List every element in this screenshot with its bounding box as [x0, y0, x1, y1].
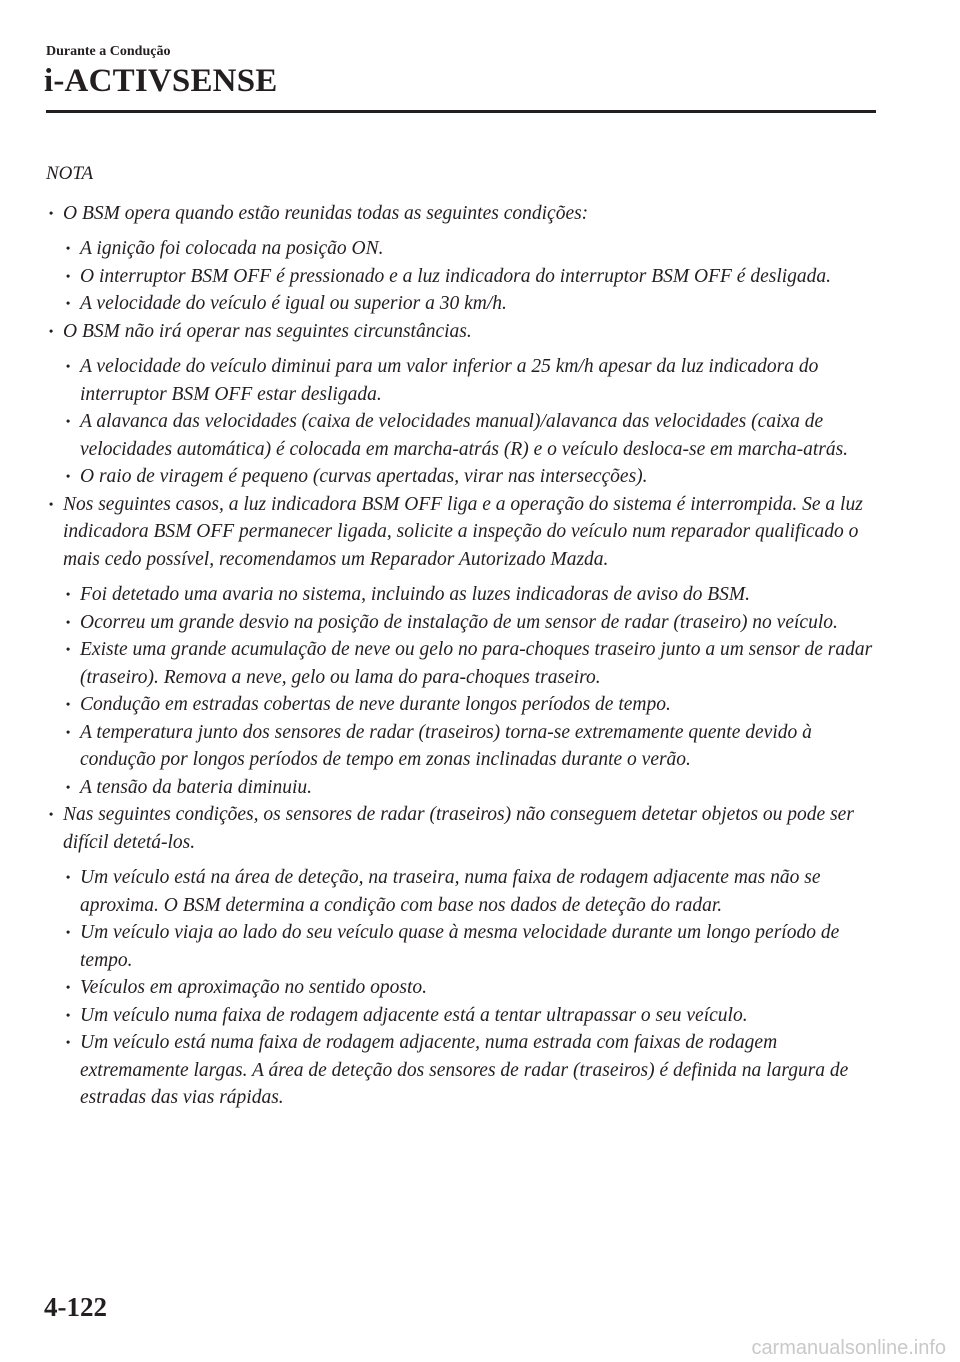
sub-list-item-text: Um veículo está na área de deteção, na traseira, numa faixa de rodagem adjacente mas não se aproxima. O BSM determina a condição com base nos dados de deteção do radar. — [80, 867, 821, 916]
bullet-icon: • — [66, 642, 71, 656]
sub-list-item — [46, 290, 876, 318]
page-number: 4-122 — [44, 1292, 107, 1322]
sub-list-item — [46, 864, 876, 919]
sub-list-item-text: Ocorreu um grande desvio na posição de instalação de um sensor de radar (traseiro) no veículo. — [80, 611, 838, 633]
list-item — [46, 491, 876, 574]
sub-list-item — [46, 919, 876, 974]
list-item-text: O BSM opera quando estão reunidas todas as seguintes condições: — [63, 202, 589, 224]
sub-list-item-text: Um veículo numa faixa de rodagem adjacente está a tentar ultrapassar o seu veículo. — [80, 1004, 748, 1026]
sub-list-item — [46, 636, 876, 691]
bullet-icon: • — [66, 980, 71, 994]
list-item-text: Nos seguintes casos, a luz indicadora BSM OFF liga e a operação do sistema é interrompida. Se a luz indicadora BSM OFF permanecer ligada, solicite a inspeção do veículo num reparador qualificado o mais cedo possível, recomendamos um Reparador Autorizado Mazda. — [63, 493, 863, 570]
sub-list — [46, 864, 876, 1112]
bullet-icon: • — [49, 496, 54, 511]
bullet-icon: • — [66, 414, 71, 428]
bullet-icon: • — [66, 469, 71, 483]
bullet-icon: • — [66, 268, 71, 283]
sub-list-item-text: Um veículo viaja ao lado do seu veículo quase à mesma velocidade durante um longo período de tempo. — [80, 922, 840, 971]
sub-list-item-text: Existe uma grande acumulação de neve ou gelo no para-choques traseiro junto a um sensor de radar (traseiro). Remova a neve, gelo ou lama do para-choques traseiro. — [80, 639, 873, 688]
bullet-icon: • — [66, 587, 71, 601]
sub-list-item-text: Um veículo está numa faixa de rodagem adjacente, numa estrada com faixas de rodagem extremamente largas. A área de deteção dos sensores de radar (traseiros) é definida na largura de estradas das vias rápidas. — [80, 1032, 849, 1108]
sub-list-item-text: A ignição foi colocada na posição ON. — [80, 238, 384, 259]
list-item-text: O BSM não irá operar nas seguintes circunstâncias. — [63, 320, 472, 342]
sub-list-item-text: Condução em estradas cobertas de neve durante longos períodos de tempo. — [80, 694, 671, 715]
bullet-icon: • — [66, 724, 71, 739]
bullet-icon: • — [66, 697, 71, 711]
list-item — [46, 801, 876, 856]
sub-list-item — [46, 774, 876, 802]
bullet-icon: • — [66, 614, 71, 629]
sub-list-item — [46, 974, 876, 1002]
list-item-text: Nas seguintes condições, os sensores de radar (traseiros) não conseguem detetar objetos ou pode ser difícil detetá-los. — [63, 804, 854, 853]
sub-list-item-text: Veículos em aproximação no sentido oposto. — [80, 977, 427, 998]
list-item — [46, 318, 876, 346]
sub-list-item-text: A alavanca das velocidades (caixa de velocidades manual)/alavanca das velocidades (caixa de velocidades automática) é colocada em marcha-atrás (R) e o veículo desloca-se em marcha-atrás. — [80, 411, 849, 460]
section-label: Durante a Condução — [46, 44, 171, 59]
note-title: NOTA — [46, 163, 94, 184]
bullet-icon: • — [66, 925, 71, 939]
list-item — [46, 200, 876, 228]
sub-list-item — [46, 463, 876, 491]
bullet-icon: • — [49, 205, 54, 220]
bullet-icon: • — [66, 1035, 71, 1049]
sub-list-item — [46, 1029, 876, 1112]
page-title: i-ACTIVSENSE — [44, 63, 278, 99]
bullet-icon: • — [49, 807, 54, 821]
sub-list-item — [46, 408, 876, 463]
sub-list-item-text: A velocidade do veículo é igual ou superior a 30 km/h. — [80, 293, 507, 314]
sub-list-item-text: A velocidade do veículo diminui para um valor inferior a 25 km/h apesar da luz indicadora do interruptor BSM OFF estar desligada. — [80, 356, 819, 405]
bullet-icon: • — [66, 779, 71, 794]
bullet-icon: • — [66, 241, 71, 255]
sub-list — [46, 235, 876, 318]
bullet-icon: • — [66, 870, 71, 884]
bullet-icon: • — [49, 323, 54, 338]
sub-list-item — [46, 609, 876, 637]
sub-list-item — [46, 581, 876, 609]
sub-list-item — [46, 1002, 876, 1030]
sub-list-item — [46, 691, 876, 719]
bullet-icon: • — [66, 359, 71, 373]
header-divider — [46, 110, 876, 113]
sub-list-item — [46, 263, 876, 291]
note-content — [46, 160, 876, 1112]
sub-list-item — [46, 353, 876, 408]
sub-list-item-text: O interruptor BSM OFF é pressionado e a luz indicadora do interruptor BSM OFF é desligada. — [80, 265, 832, 287]
bullet-icon: • — [66, 1007, 71, 1022]
bullet-icon: • — [66, 296, 71, 310]
sub-list-item-text: A temperatura junto dos sensores de radar (traseiros) torna-se extremamente quente devido à condução por longos períodos de tempo em zonas inclinadas durante o verão. — [80, 721, 812, 770]
sub-list-item — [46, 719, 876, 774]
sub-list-item-text: O raio de viragem é pequeno (curvas apertadas, virar nas intersecções). — [80, 466, 648, 487]
sub-list — [46, 353, 876, 491]
sub-list-item-text: A tensão da bateria diminuiu. — [80, 776, 313, 798]
sub-list-item-text: Foi detetado uma avaria no sistema, incluindo as luzes indicadoras de aviso do BSM. — [80, 584, 750, 605]
sub-list-item — [46, 235, 876, 263]
sub-list — [46, 581, 876, 801]
watermark: carmanualsonline.info — [751, 1337, 946, 1359]
